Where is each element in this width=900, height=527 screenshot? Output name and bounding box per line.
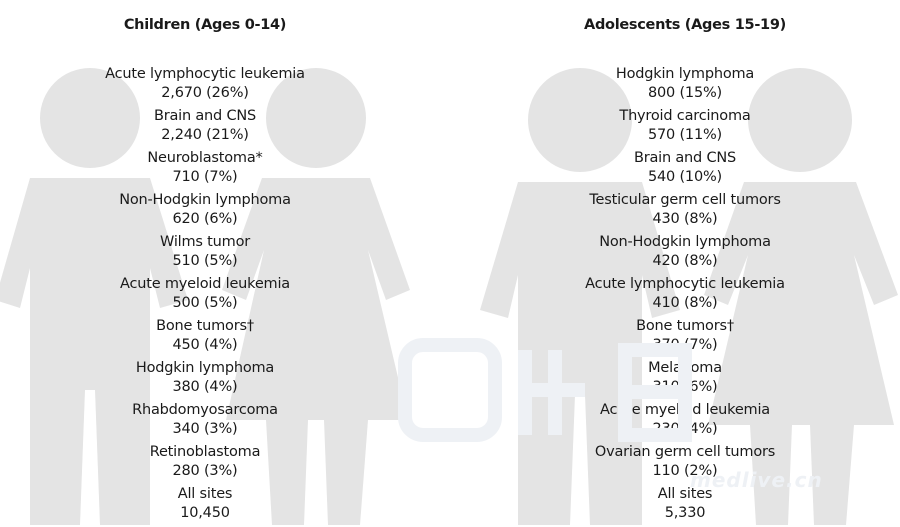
entry-label: Hodgkin lymphoma [135, 360, 275, 376]
entry-value: 230 (4%) [652, 421, 718, 437]
entry-label: Wilms tumor [160, 234, 250, 250]
entry-label: Acute lymphocytic leukemia [585, 276, 785, 292]
entry-value: 420 (8%) [652, 253, 718, 269]
entry-label: Brain and CNS [153, 108, 257, 124]
entry-value: 340 (3%) [172, 421, 238, 437]
adolescents-entry [470, 149, 900, 191]
entry-label: Acute myeloid leukemia [120, 276, 290, 292]
children-entry [0, 275, 410, 317]
entry-value: 570 (11%) [647, 127, 723, 143]
entry-value: 410 (8%) [652, 295, 718, 311]
children-panel [0, 0, 410, 525]
watermark-text: medlive.cn [690, 468, 823, 492]
entry-label: Bone tumors† [636, 318, 734, 334]
adolescents-entry-total [470, 485, 900, 527]
entry-value: 430 (8%) [652, 211, 718, 227]
children-entries [0, 65, 410, 527]
adolescents-entry [470, 191, 900, 233]
adolescents-heading: Adolescents (Ages 15-19) [584, 17, 786, 33]
children-entry [0, 191, 410, 233]
children-entry [0, 401, 410, 443]
entry-value: 370 (7%) [652, 337, 718, 353]
children-entry [0, 443, 410, 485]
adolescents-entry [470, 275, 900, 317]
adolescents-entry [470, 233, 900, 275]
children-entry [0, 149, 410, 191]
entry-label: All sites [657, 486, 713, 502]
entry-value: 710 (7%) [172, 169, 238, 185]
entry-value: 280 (3%) [172, 463, 238, 479]
entry-value: 2,240 (21%) [161, 127, 249, 143]
entry-value: 2,670 (26%) [161, 85, 249, 101]
watermark-logo [395, 330, 795, 450]
adolescents-entry [470, 107, 900, 149]
entry-value: 620 (6%) [172, 211, 238, 227]
entry-label: Non-Hodgkin lymphoma [599, 234, 771, 250]
entry-value: 380 (4%) [172, 379, 238, 395]
adolescents-entries [470, 65, 900, 527]
entry-value: 540 (10%) [647, 169, 723, 185]
entry-label: Neuroblastoma* [147, 150, 263, 166]
entry-label: Acute lymphocytic leukemia [105, 66, 305, 82]
entry-label: Acute myeloid leukemia [600, 402, 770, 418]
children-entry-total [0, 485, 410, 527]
children-heading: Children (Ages 0-14) [123, 17, 287, 33]
children-entry [0, 233, 410, 275]
children-entry [0, 317, 410, 359]
entry-label: Thyroid carcinoma [619, 108, 751, 124]
entry-value: 310 (6%) [652, 379, 718, 395]
adolescents-entry [470, 65, 900, 107]
entry-label: All sites [177, 486, 233, 502]
entry-label: Bone tumors† [156, 318, 254, 334]
children-entry [0, 359, 410, 401]
entry-label: Testicular germ cell tumors [589, 192, 781, 208]
entry-label: Hodgkin lymphoma [615, 66, 755, 82]
entry-value: 110 (2%) [652, 463, 718, 479]
entry-value: 5,330 [664, 505, 706, 521]
entry-value: 800 (15%) [647, 85, 723, 101]
entry-value: 500 (5%) [172, 295, 238, 311]
children-entry [0, 65, 410, 107]
children-entry [0, 107, 410, 149]
entry-label: Ovarian germ cell tumors [594, 444, 776, 460]
entry-value: 10,450 [180, 505, 230, 521]
entry-label: Rhabdomyosarcoma [132, 402, 278, 418]
entry-label: Retinoblastoma [149, 444, 261, 460]
entry-label: Melanoma [648, 360, 722, 376]
entry-label: Brain and CNS [633, 150, 737, 166]
entry-value: 450 (4%) [172, 337, 238, 353]
entry-value: 510 (5%) [172, 253, 238, 269]
entry-label: Non-Hodgkin lymphoma [119, 192, 291, 208]
